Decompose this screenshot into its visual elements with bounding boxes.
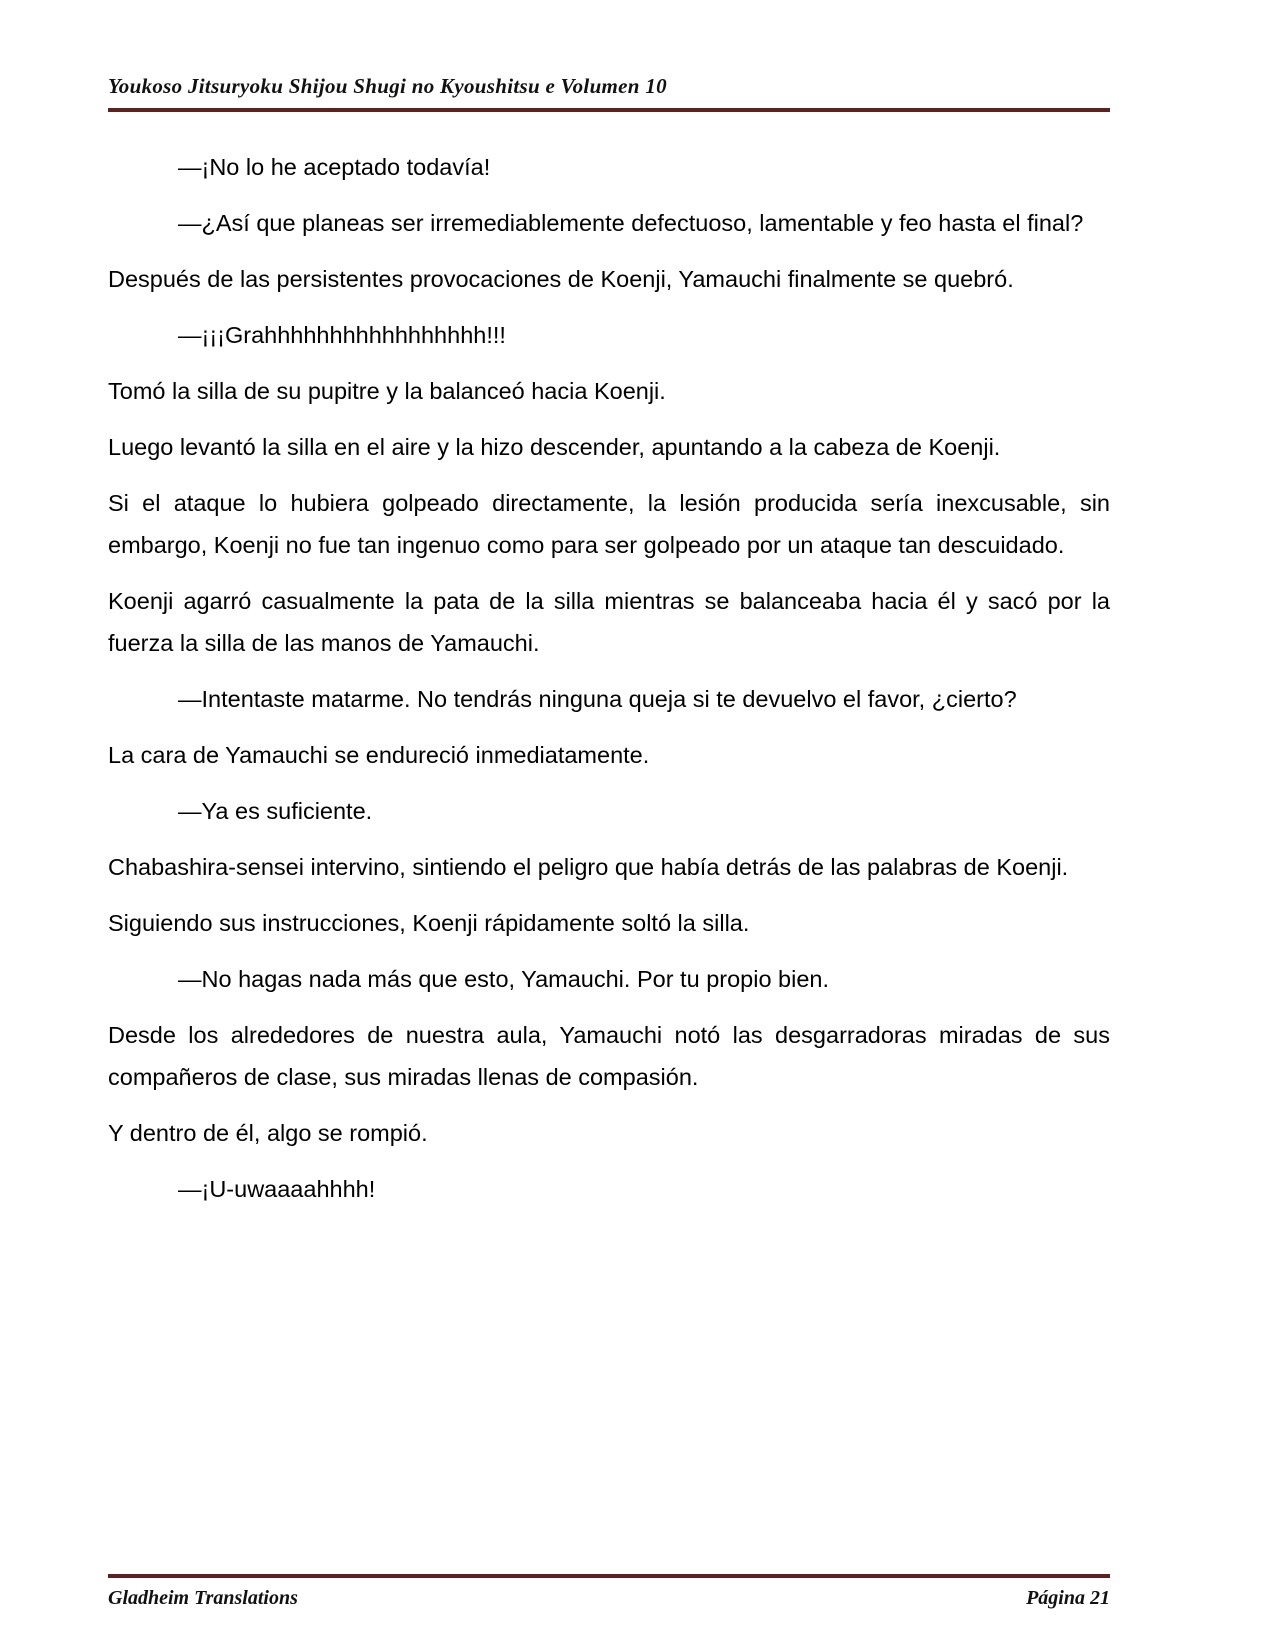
paragraph: La cara de Yamauchi se endureció inmediatamente. [108,742,650,768]
page-body [108,146,1110,1210]
page-content [108,74,1110,1224]
footer-translator: Gladheim Translations [108,1587,298,1609]
paragraph: —¡No lo he aceptado todavía! [178,154,491,180]
paragraph: —Intentaste matarme. No tendrás ninguna queja si te devuelvo el favor, ¿cierto? [178,686,1017,712]
footer-row [108,1587,1110,1610]
paragraph: Siguiendo sus instrucciones, Koenji rápidamente soltó la silla. [108,910,750,936]
paragraph: Luego levantó la silla en el aire y la hizo descender, apuntando a la cabeza de Koenji. [108,434,1001,460]
paragraph: —¿Así que planeas ser irremediablemente defectuoso, lamentable y feo hasta el final? [178,210,1084,236]
paragraph: Tomó la silla de su pupitre y la balanceó hacia Koenji. [108,378,666,404]
page-footer [108,1574,1110,1610]
paragraph: —No hagas nada más que esto, Yamauchi. Por tu propio bien. [178,966,830,992]
paragraph: —¡¡¡Grahhhhhhhhhhhhhhhhh!!! [178,322,506,348]
paragraph: Y dentro de él, algo se rompió. [108,1120,428,1146]
paragraph: Desde los alrededores de nuestra aula, Yamauchi notó las desgarradoras miradas de sus compañeros de clase, sus miradas llenas de compasión. [108,1022,1110,1090]
header-rule [108,108,1110,112]
footer-page-number: Página 21 [1026,1587,1110,1609]
paragraph: Chabashira-sensei intervino, sintiendo el peligro que había detrás de las palabras de Koenji. [108,854,1069,880]
paragraph: Koenji agarró casualmente la pata de la silla mientras se balanceaba hacia él y sacó por la fuerza la silla de las manos de Yamauchi. [108,588,1110,656]
page-header [108,74,1110,112]
paragraph: Después de las persistentes provocaciones de Koenji, Yamauchi finalmente se quebró. [108,266,1014,292]
paragraph: —Ya es suficiente. [178,798,373,824]
footer-rule [108,1574,1110,1578]
header-title: Youkoso Jitsuryoku Shijou Shugi no Kyoushitsu e Volumen 10 [108,74,667,98]
paragraph: —¡U-uwaaaahhhh! [178,1176,376,1202]
paragraph: Si el ataque lo hubiera golpeado directamente, la lesión producida sería inexcusable, sin embargo, Koenji no fue tan ingenuo como para ser golpeado por un ataque tan descuidado. [108,490,1110,558]
